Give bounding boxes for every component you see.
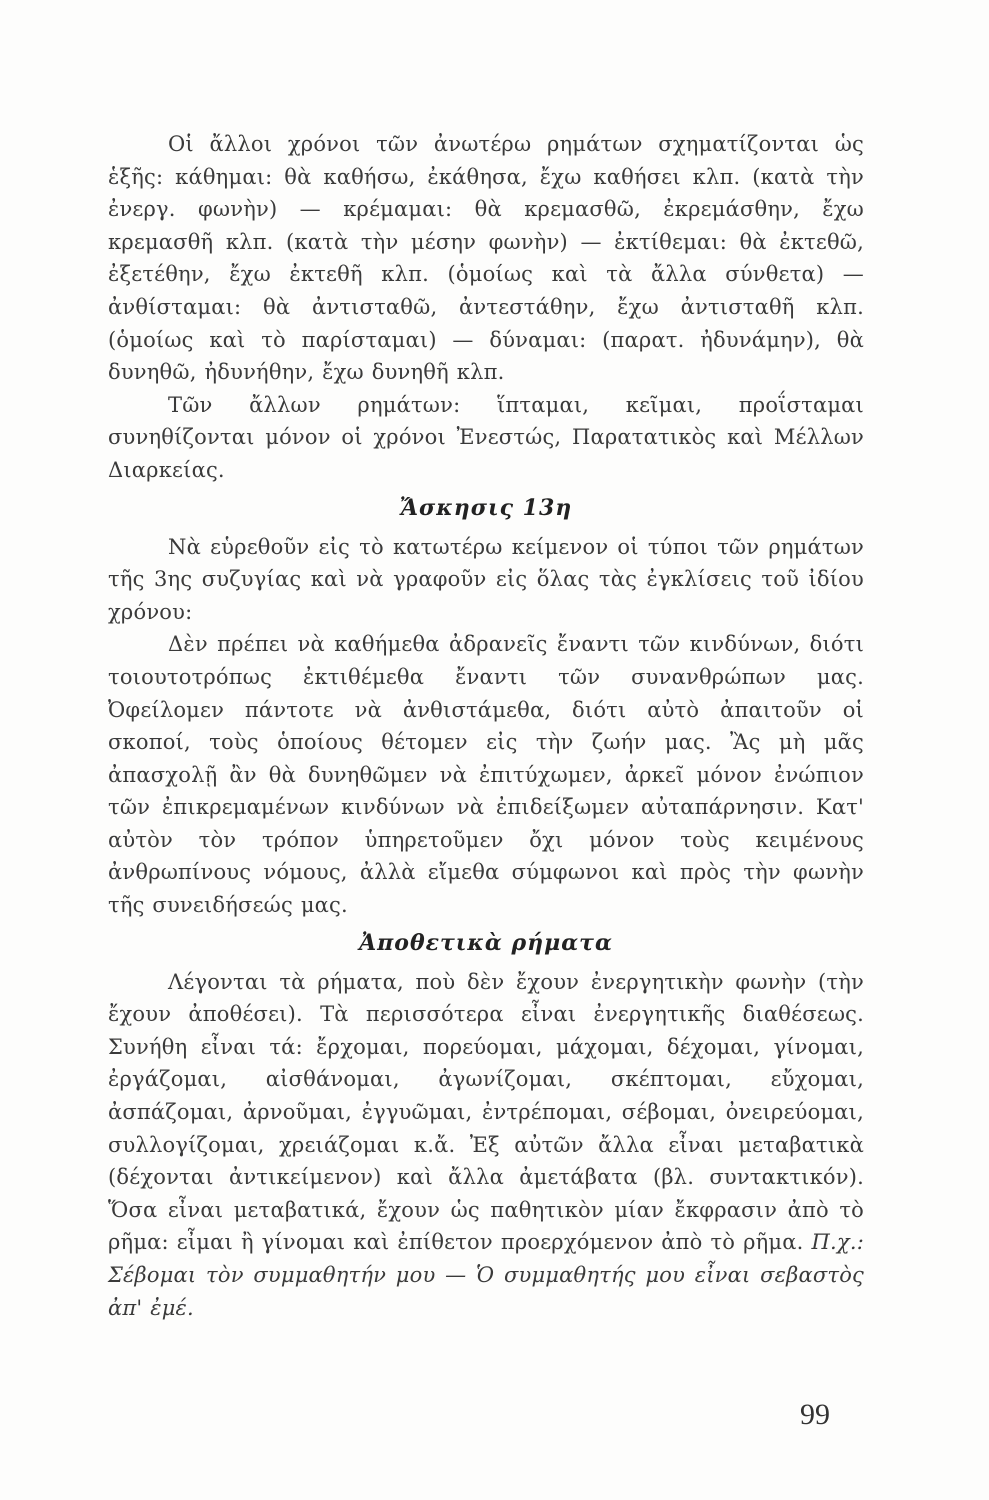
exercise-heading: Ἄσκησις 13η: [399, 494, 573, 521]
paragraph-tenses: Οἱ ἄλλοι χρόνοι τῶν ἀνωτέρω ρημάτων σχηματίζονται ὡς ἑξῆς: κάθημαι: θὰ καθήσω, ἐκάθησα, ἔχω καθήσει κλπ. (κατὰ τὴν ἐνεργ. φωνὴν) — κρέμαμαι: θὰ κρεμασθῶ, ἐκρεμάσθην, ἔχω κρεμασθῆ κλπ. (κατὰ τὴν μέσην φωνὴν) — ἐκτίθεμαι: θὰ ἐκτεθῶ, ἐξετέθην, ἔχω ἐκτεθῆ κλπ. (ὁμοίως καὶ τὰ ἄλλα σύνθετα) — ἀνθίσταμαι: θὰ ἀντισταθῶ, ἀντεστάθην, ἔχω ἀντισταθῆ κλπ. (ὁμοίως καὶ τὸ παρίσταμαι) — δύναμαι: (παρατ. ἠδυνάμην), θὰ δυνηθῶ, ἠδυνήθην, ἔχω δυνηθῆ κλπ.: [108, 132, 864, 385]
page-body: [108, 128, 864, 1378]
deponent-example: Π.χ.: Σέβομαι τὸν συμμαθητήν μου — Ὁ συμμαθητής μου εἶναι σεβαστὸς ἀπ' ἐμέ.: [108, 1230, 864, 1320]
exercise-text: Δὲν πρέπει νὰ καθήμεθα ἀδρανεῖς ἔναντι τῶν κινδύνων, διότι τοιουτοτρόπως ἐκτιθέμεθα ἔναντι τῶν συνανθρώπων μας. Ὀφείλομεν πάντοτε νὰ ἀνθιστάμεθα, διότι αὐτὸ ἀπαιτοῦν οἱ σκοποί, τοὺς ὁποίους θέτομεν εἰς τὴν ζωήν μας. Ἂς μὴ μᾶς ἀπασχολῇ ἂν θὰ δυνηθῶμεν νὰ ἐπιτύχωμεν, ἀρκεῖ μόνον ἐνώπιον τῶν ἐπικρεμαμένων κινδύνων νὰ ἐπιδείξωμεν αὐταπάρνησιν. Κατ' αὐτὸν τὸν τρόπον ὑπηρετοῦμεν ὄχι μόνον τοὺς κειμένους ἀνθρωπίνους νόμους, ἀλλὰ εἴμεθα σύμφωνοι καὶ πρὸς τὴν φωνὴν τῆς συνειδήσεώς μας.: [108, 632, 864, 918]
deponent-verbs-text: Λέγονται τὰ ρήματα, ποὺ δὲν ἔχουν ἐνεργητικὴν φωνὴν (τὴν ἔχουν ἀποθέσει). Τὰ περισσότερα εἶναι ἐνεργητικῆς διαθέσεως. Συνήθη εἶναι τά: ἔρχομαι, πορεύομαι, μάχομαι, δέχομαι, γίνομαι, ἐργάζομαι, αἰσθάνομαι, ἀγωνίζομαι, σκέπτομαι, εὔχομαι, ἀσπάζομαι, ἀρνοῦμαι, ἐγγυῶμαι, ἐντρέπομαι, σέβομαι, ὀνειρεύομαι, συλλογίζομαι, χρειάζομαι κ.ἄ. Ἐξ αὐτῶν ἄλλα εἶναι μεταβατικὰ (δέχονται ἀντικείμενον) καὶ ἄλλα ἀμετάβατα (βλ. συντακτικόν). Ὅσα εἶναι μεταβατικά, ἔχουν ὡς παθητικὸν μίαν ἔκφρασιν ἀπὸ τὸ ρῆμα: εἶμαι ἢ γίνομαι καὶ ἐπίθετον προερχόμενον ἀπὸ τὸ ρῆμα.: [108, 969, 864, 1255]
deponent-verbs-heading: Ἀποθετικὰ ρήματα: [359, 929, 613, 956]
paragraph-other-verbs: Τῶν ἄλλων ρημάτων: ἵπταμαι, κεῖμαι, προΐσταμαι συνηθίζονται μόνον οἱ χρόνοι Ἐνεστώς, Παρατατικὸς καὶ Μέλλων Διαρκείας.: [108, 392, 864, 482]
page-number: 99: [800, 1398, 830, 1431]
deponent-verbs-paragraph: [108, 966, 864, 1325]
exercise-instructions: Νὰ εὑρεθοῦν εἰς τὸ κατωτέρω κείμενον οἱ τύποι τῶν ρημάτων τῆς 3ης συζυγίας καὶ νὰ γραφοῦν εἰς ὅλας τὰς ἐγκλίσεις τοῦ ἰδίου χρόνου:: [108, 534, 864, 624]
